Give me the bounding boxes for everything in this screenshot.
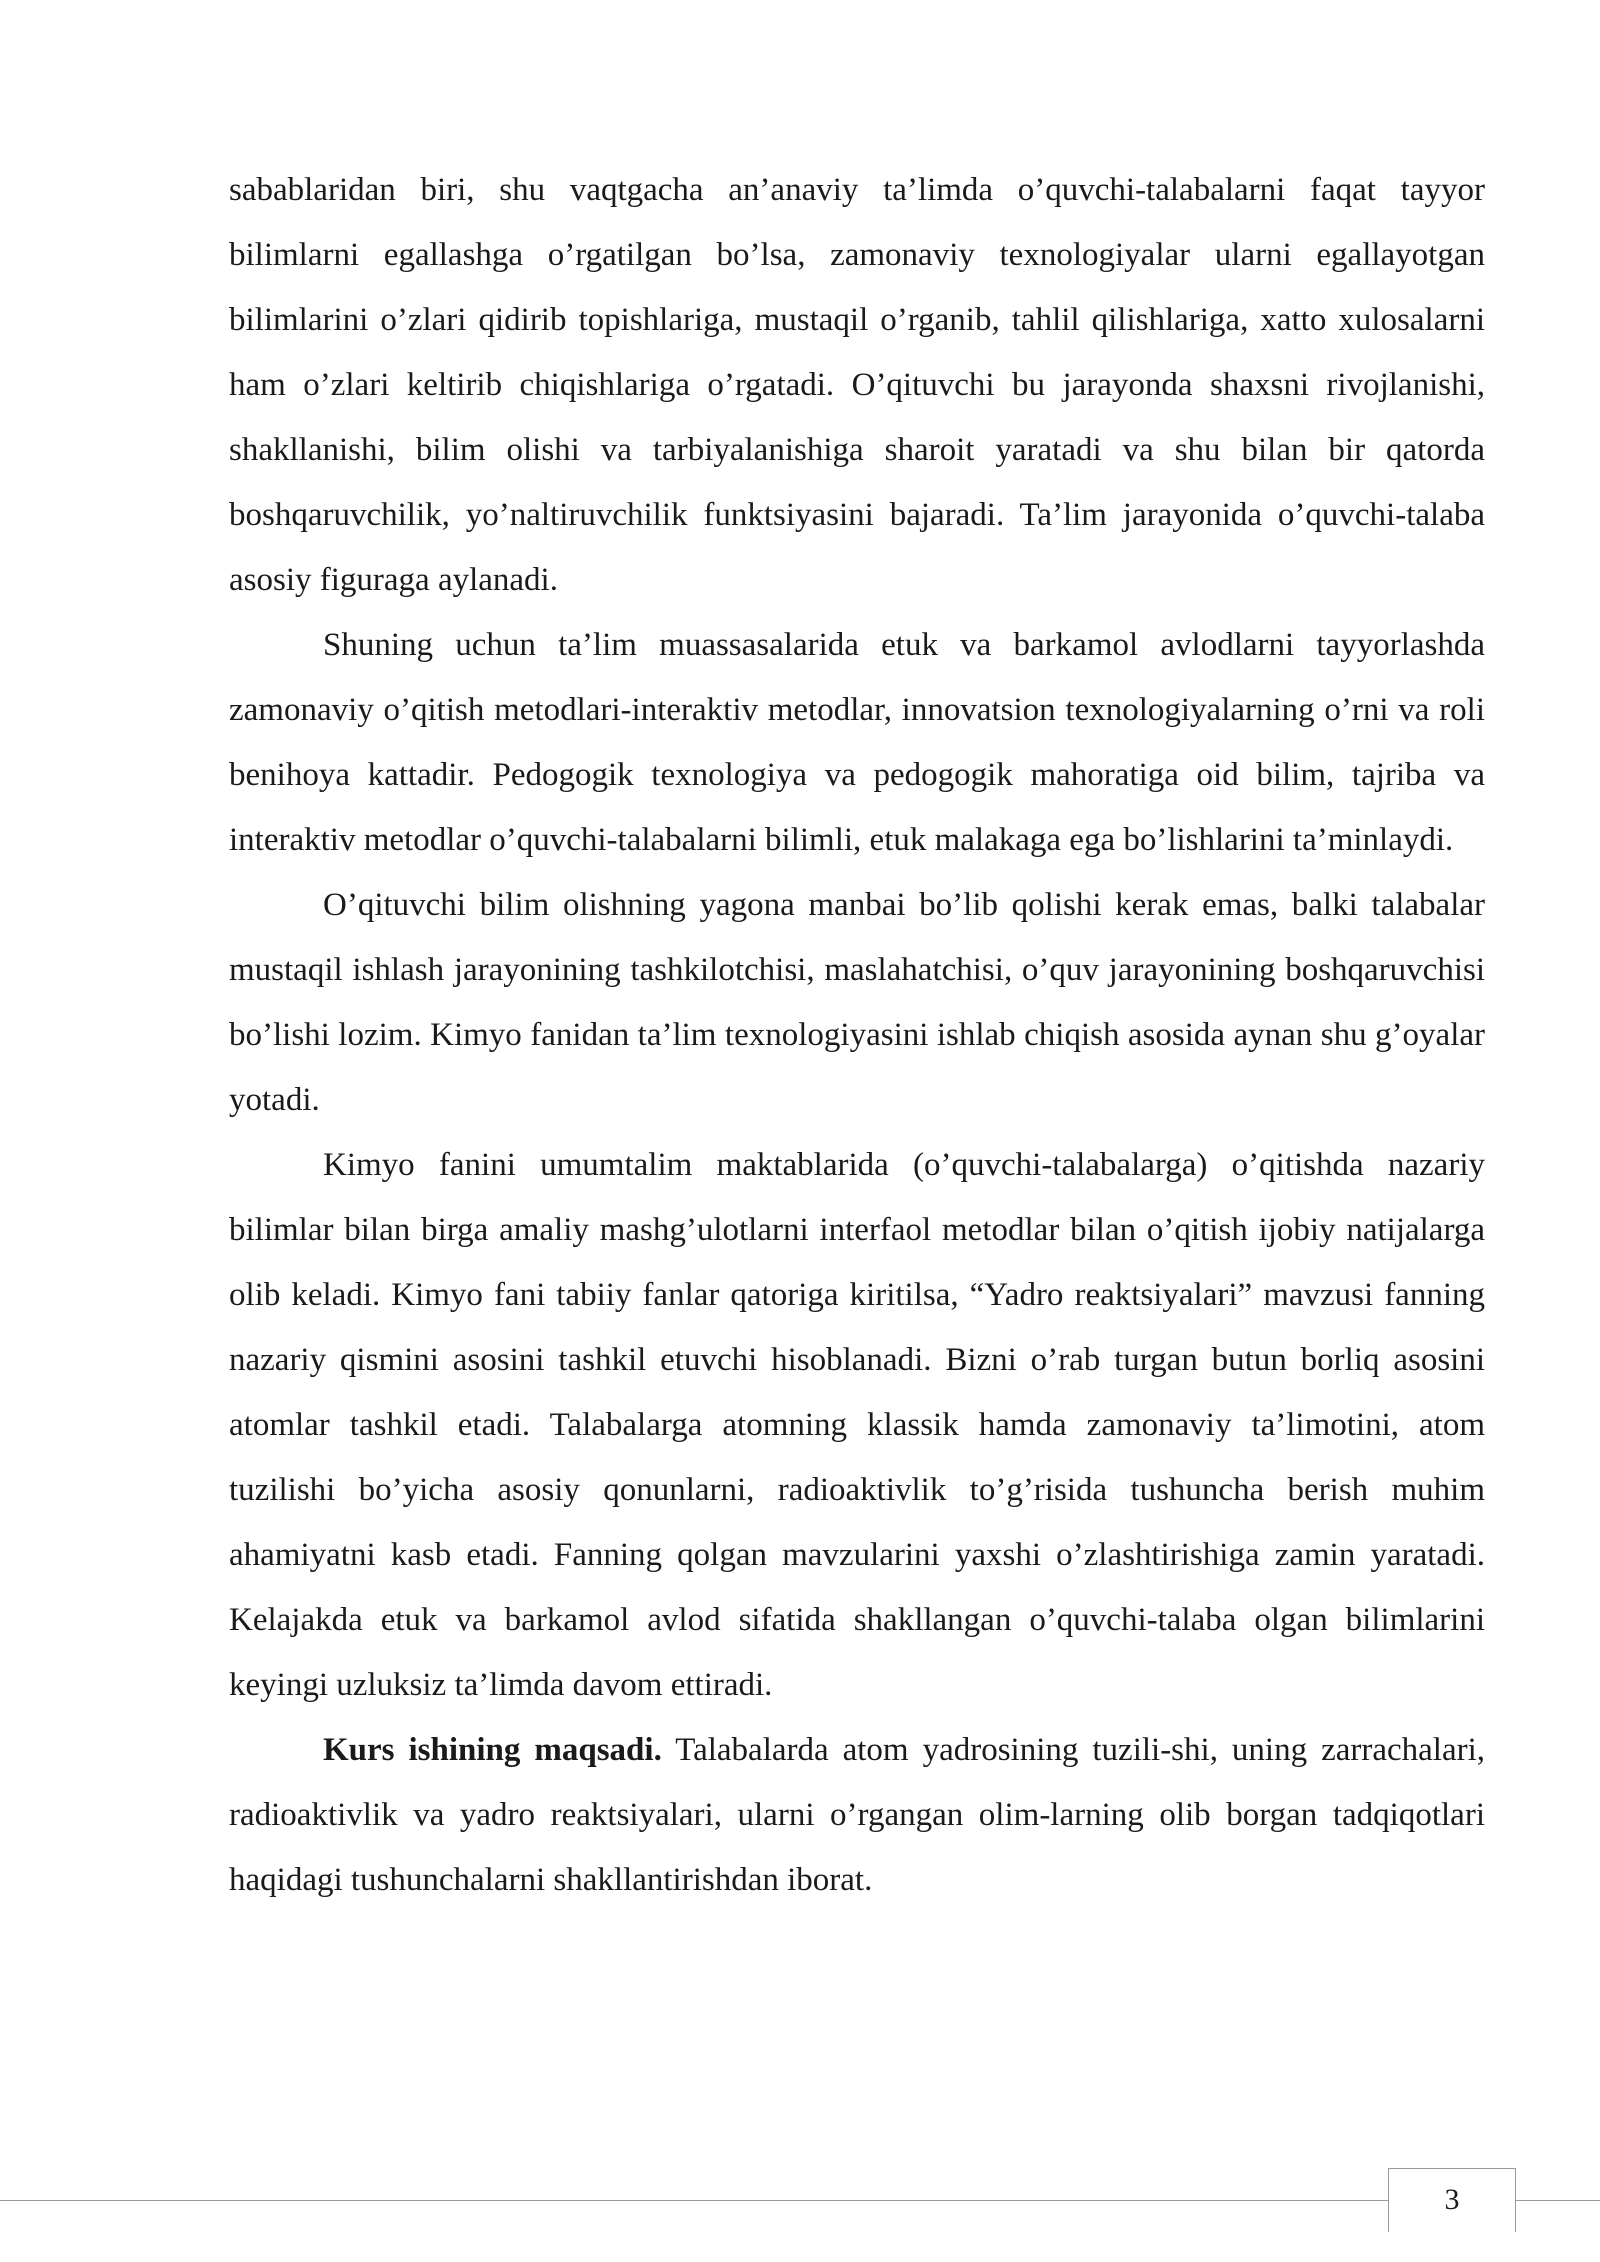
paragraph-4 bbox=[229, 1133, 1485, 1718]
paragraph-1-text: sabablaridan biri, shu vaqtgacha an’anaviy ta’limda o’quvchi-talabalarni faqat tayyor bilimlarni egallashga o’rgatilgan bo’lsa, zamonaviy texnologiyalar ularni egallayotgan bilimlarini o’zlari qidirib topishlariga, mustaqil o’rganib, tahlil qilishlariga, xatto xulosalarni ham o’zlari keltirib chiqishlariga o’rgatadi. O’qituvchi bu jarayonda shaxsni rivojlanishi, shakllanishi, bilim olishi va tarbiyalanishiga sharoit yaratadi va shu bilan bir qatorda boshqaruvchilik, yo’naltiruvchilik funktsiyasini bajaradi. Ta’lim jarayonida o’quvchi-talaba asosiy figuraga aylanadi. bbox=[229, 172, 1485, 598]
paragraph-5-text: Talabalarda atom yadrosining tuzili-shi, uning zarrachalari, radioaktivlik va yadro reaktsiyalari, ularni o’rgangan olim-larning olib borgan tadqiqotlari haqidagi tushunchalarni shakllantirishdan iborat. bbox=[229, 1732, 1486, 1898]
page-number: 3 bbox=[1444, 2183, 1460, 2216]
paragraph-3 bbox=[229, 873, 1485, 1133]
footer-rule-left bbox=[0, 2200, 1388, 2201]
paragraph-2-text: Shuning uchun ta’lim muassasalarida etuk va barkamol avlodlarni tayyorlashda zamonaviy o’qitish metodlari-interaktiv metodlar, innovatsion texnologiyalarning o’rni va roli benihoya kattadir. Pedogogik texnologiya va pedogogik mahoratiga oid bilim, tajriba va interaktiv metodlar o’quvchi-talabalarni bilimli, etuk malakaga ega bo’lishlarini ta’minlaydi. bbox=[229, 627, 1485, 858]
paragraph-1 bbox=[229, 158, 1485, 613]
paragraph-2 bbox=[229, 613, 1485, 873]
paragraph-5 bbox=[229, 1718, 1485, 1913]
footer-rule-right bbox=[1516, 2200, 1600, 2201]
paragraph-3-text: O’qituvchi bilim olishning yagona manbai bo’lib qolishi kerak emas, balki talabalar mustaqil ishlash jarayonining tashkilotchisi, maslahatchisi, o’quv jarayonining boshqaruvchisi bo’lishi lozim. Kimyo fanidan ta’lim texnologiyasini ishlab chiqish asosida aynan shu g’oyalar yotadi. bbox=[229, 887, 1485, 1118]
paragraph-5-heading: Kurs ishining maqsadi. bbox=[323, 1732, 662, 1768]
paragraph-4-text: Kimyo fanini umumtalim maktablarida (o’quvchi-talabalarga) o’qitishda nazariy bilimlar bilan birga amaliy mashg’ulotlarni interfaol metodlar bilan o’qitish ijobiy natijalarga olib keladi. Kimyo fani tabiiy fanlar qatoriga kiritilsa, “Yadro reaktsiyalari” mavzusi fanning nazariy qismini asosini tashkil etuvchi hisoblanadi. Bizni o’rab turgan butun borliq asosini atomlar tashkil etadi. Talabalarga atomning klassik hamda zamonaviy ta’limotini, atom tuzilishi bo’yicha asosiy qonunlarni, radioaktivlik to’g’risida tushuncha berish muhim ahamiyatni kasb etadi. Fanning qolgan mavzularini yaxshi o’zlashtirishiga zamin yaratadi. Kelajakda etuk va barkamol avlod sifatida shakllangan o’quvchi-talaba olgan bilimlarini keyingi uzluksiz ta’limda davom ettiradi. bbox=[229, 1147, 1485, 1703]
page-number-box bbox=[1388, 2168, 1516, 2232]
page-body bbox=[229, 158, 1485, 1913]
